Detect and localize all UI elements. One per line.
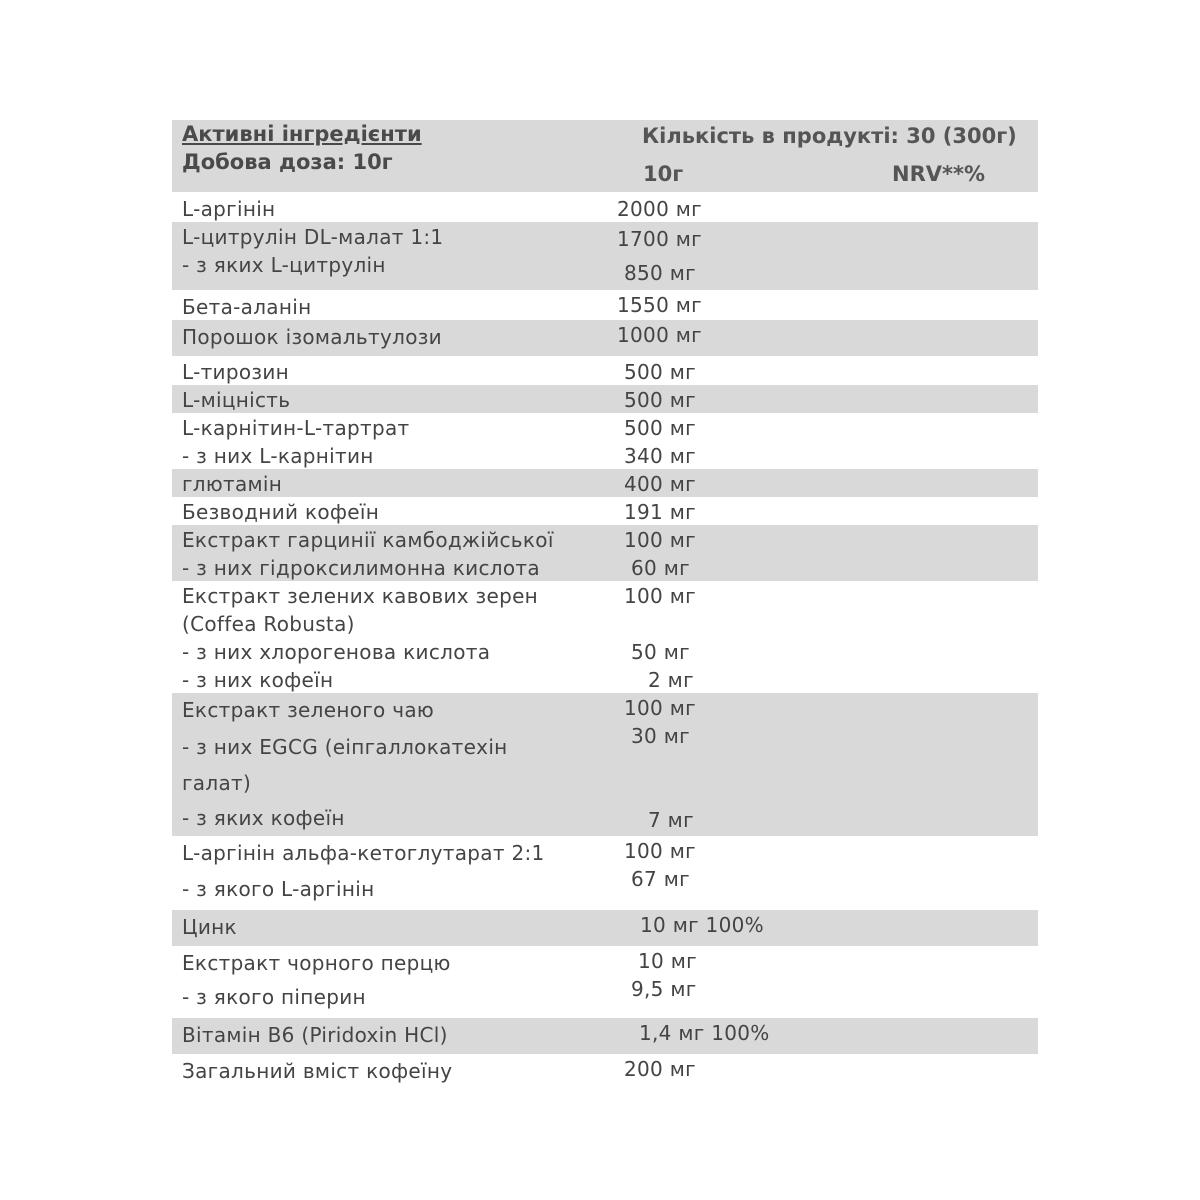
ingredient-name: галат) bbox=[182, 771, 252, 795]
ingredient-name: L-тирозин bbox=[182, 360, 289, 384]
ingredient-amount: 100 мг bbox=[624, 528, 696, 552]
ingredient-name: Бета-аланін bbox=[182, 295, 312, 319]
ingredient-name: - з них кофеїн bbox=[182, 668, 334, 692]
ingredient-name: L-цитрулін DL-малат 1:1 bbox=[182, 225, 444, 249]
amount-column-header: 10г bbox=[643, 162, 684, 186]
table-row bbox=[172, 413, 1038, 469]
product-quantity-label: Кількість в продукті: 30 (300г) bbox=[642, 124, 1017, 148]
ingredient-amount: 10 мг bbox=[638, 949, 697, 973]
table-row bbox=[172, 946, 1038, 1018]
ingredient-amount: 60 мг bbox=[631, 556, 690, 580]
table-row bbox=[172, 581, 1038, 693]
ingredient-name: Екстракт зелених кавових зерен bbox=[182, 584, 539, 608]
ingredient-name: - з якого піперин bbox=[182, 985, 366, 1009]
ingredient-name: Загальний вміст кофеїну bbox=[182, 1059, 453, 1083]
ingredient-name: Безводний кофеїн bbox=[182, 500, 380, 524]
nrv-column-header: NRV**% bbox=[892, 162, 986, 186]
ingredient-amount: 850 мг bbox=[624, 261, 696, 285]
ingredient-amount: 191 мг bbox=[624, 500, 696, 524]
ingredient-amount: 500 мг bbox=[624, 388, 696, 412]
ingredient-amount: 1700 мг bbox=[617, 227, 702, 251]
ingredient-name: L-аргінін bbox=[182, 197, 276, 221]
ingredient-name: - з них EGCG (еіпгаллокатехін bbox=[182, 735, 508, 759]
ingredients-table bbox=[172, 120, 1038, 1088]
table-row bbox=[172, 693, 1038, 836]
table-row bbox=[172, 836, 1038, 910]
ingredient-name: - з яких кофеїн bbox=[182, 806, 345, 830]
ingredient-amount: 50 мг bbox=[631, 640, 690, 664]
table-row bbox=[172, 910, 1038, 946]
ingredient-amount: 10 мг 100% bbox=[640, 913, 764, 937]
ingredient-name: L-карнітин-L-тартрат bbox=[182, 416, 410, 440]
ingredient-amount: 67 мг bbox=[631, 867, 690, 891]
ingredient-amount: 200 мг bbox=[624, 1057, 696, 1081]
ingredient-name: Екстракт гарцинії камбоджійської bbox=[182, 528, 554, 552]
table-header bbox=[172, 120, 1038, 192]
ingredient-name: Екстракт зеленого чаю bbox=[182, 698, 435, 722]
ingredient-name: глютамін bbox=[182, 472, 283, 496]
ingredient-amount: 500 мг bbox=[624, 360, 696, 384]
ingredient-amount: 100 мг bbox=[624, 696, 696, 720]
table-row bbox=[172, 192, 1038, 222]
ingredient-name: - з них L-карнітин bbox=[182, 444, 374, 468]
ingredient-amount: 2 мг bbox=[648, 668, 694, 692]
ingredient-name: - з якого L-аргінін bbox=[182, 877, 375, 901]
ingredient-amount: 1,4 мг 100% bbox=[639, 1021, 770, 1045]
ingredient-amount: 30 мг bbox=[631, 724, 690, 748]
ingredient-name: - з яких L-цитрулін bbox=[182, 253, 386, 277]
ingredient-amount: 400 мг bbox=[624, 472, 696, 496]
ingredient-name: Цинк bbox=[182, 915, 237, 939]
ingredient-amount: 1000 мг bbox=[617, 323, 702, 347]
table-row bbox=[172, 356, 1038, 385]
ingredient-name: L-міцність bbox=[182, 388, 291, 412]
table-row bbox=[172, 222, 1038, 290]
ingredient-name: L-аргінін альфа-кетоглутарат 2:1 bbox=[182, 841, 545, 865]
ingredient-name: Екстракт чорного перцю bbox=[182, 951, 451, 975]
ingredient-amount: 1550 мг bbox=[617, 293, 702, 317]
table-row bbox=[172, 525, 1038, 581]
table-row bbox=[172, 385, 1038, 413]
active-ingredients-title: Активні інгредієнти bbox=[182, 122, 422, 146]
table-row bbox=[172, 1054, 1038, 1088]
ingredient-name: (Coffea Robusta) bbox=[182, 612, 355, 636]
ingredient-name: Порошок ізомальтулози bbox=[182, 325, 442, 349]
ingredient-amount: 100 мг bbox=[624, 584, 696, 608]
ingredient-name: - з них хлорогенова кислота bbox=[182, 640, 491, 664]
table-row bbox=[172, 290, 1038, 320]
table-row bbox=[172, 469, 1038, 497]
daily-dose-label: Добова доза: 10г bbox=[182, 150, 393, 174]
ingredient-amount: 100 мг bbox=[624, 839, 696, 863]
ingredient-amount: 2000 мг bbox=[617, 197, 702, 221]
table-row bbox=[172, 1018, 1038, 1054]
ingredient-amount: 500 мг bbox=[624, 416, 696, 440]
table-row bbox=[172, 497, 1038, 525]
ingredient-amount: 340 мг bbox=[624, 444, 696, 468]
table-row bbox=[172, 320, 1038, 356]
ingredient-name: - з них гідроксилимонна кислота bbox=[182, 556, 540, 580]
ingredient-amount: 7 мг bbox=[648, 808, 694, 832]
ingredient-name: Вітамін B6 (Piridoxin HCl) bbox=[182, 1023, 448, 1047]
ingredient-amount: 9,5 мг bbox=[631, 977, 697, 1001]
table-body bbox=[172, 192, 1038, 1088]
